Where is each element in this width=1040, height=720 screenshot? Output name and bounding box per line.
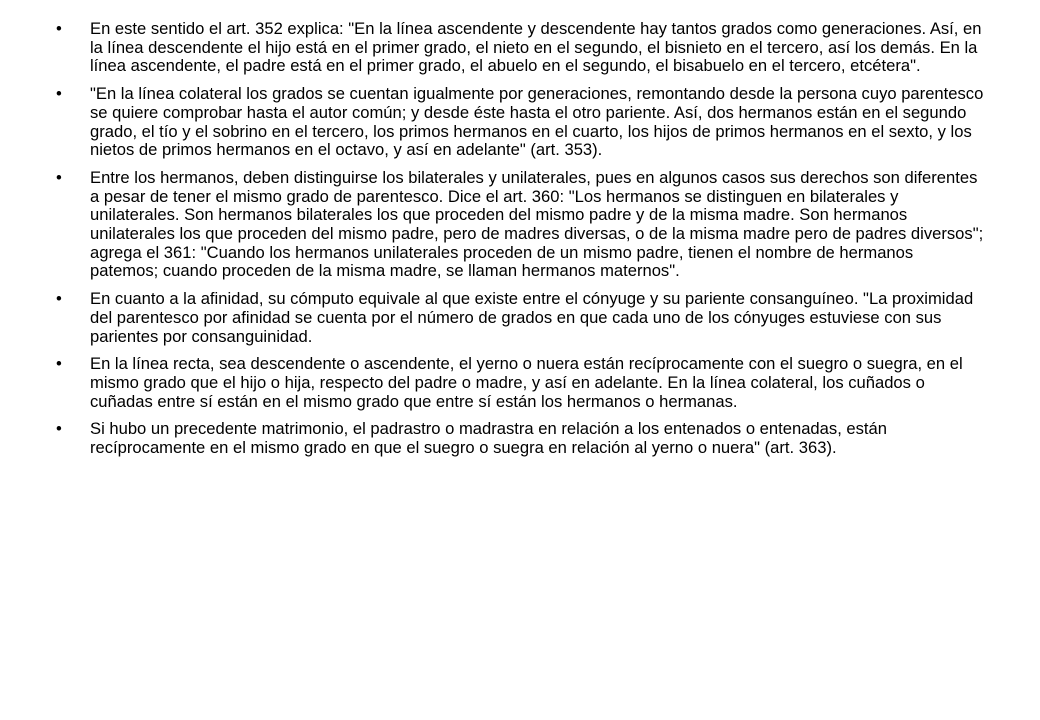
bullet-icon: •: [56, 167, 62, 187]
list-item: [56, 169, 986, 281]
paragraph-text: Si hubo un precedente matrimonio, el padrastro o madrastra en relación a los entenados o entenadas, están recíprocamente en el mismo grado en que el suegro o suegra en relación al yerno o nuera" (art. 363).: [90, 419, 888, 458]
bullet-icon: •: [56, 84, 62, 104]
bullet-icon: •: [56, 289, 62, 309]
list-item: [56, 85, 986, 160]
paragraph-text: "En la línea colateral los grados se cuentan igualmente por generaciones, remontando desde la persona cuyo parentesco se quiere comprobar hasta el autor común; y desde éste hasta el otro pariente. Así, dos hermanos están en el segundo grado, el tío y el sobrino en el tercero, los primos hermanos en el cuarto, los hijos de primos hermanos en el sexto, y los nietos de primos hermanos en el octavo, y así en adelante" (art. 353).: [90, 84, 984, 160]
bullet-icon: •: [56, 354, 62, 374]
bullet-icon: •: [56, 19, 62, 38]
paragraph-text: En este sentido el art. 352 explica: "En la línea ascendente y descendente hay tantos grados como generaciones. Así, en la línea descendente el hijo está en el primer grado, el nieto en el segundo, el bisnieto en el tercero, así los demás. En la línea ascendente, el padre está en el primer grado, el abuelo en el segundo, el bisabuelo en el tercero, etcétera".: [90, 19, 982, 76]
list-item: [56, 420, 986, 457]
paragraph-text: En la línea recta, sea descendente o ascendente, el yerno o nuera están recíprocamente con el suegro o suegra, en el mismo grado que el hijo o hija, respecto del padre o madre, y así en adelante. En la línea colateral, los cuñados o cuñadas entre sí están en el mismo grado que entre sí están los hermanos o hermanas.: [90, 354, 963, 411]
paragraph-text: Entre los hermanos, deben distinguirse los bilaterales y unilaterales, pues en algunos casos sus derechos son diferentes a pesar de tener el mismo grado de parentesco. Dice el art. 360: "Los hermanos se distinguen en bilaterales y unilaterales. Son hermanos bilaterales los que proceden del mismo padre y de la misma madre. Son hermanos unilaterales los que proceden del mismo padre, pero de madres diversas, o de la misma madre pero de padres diversos"; agrega el 361: "Cuando los hermanos unilaterales proceden de un mismo padre, tienen el nombre de hermanos patemos; cuando proceden de la misma madre, se llaman hermanos maternos".: [90, 167, 984, 281]
bullet-list: [56, 20, 986, 467]
list-item: [56, 355, 986, 411]
paragraph-text: En cuanto a la afinidad, su cómputo equivale al que existe entre el cónyuge y su pariente consanguíneo. "La proximidad del parentesco por afinidad se cuenta por el número de grados en que cada uno de los cónyuges estuviese con sus parientes por consanguinidad.: [90, 289, 974, 346]
list-item: [56, 20, 986, 76]
list-item: [56, 290, 986, 346]
bullet-icon: •: [56, 419, 62, 439]
